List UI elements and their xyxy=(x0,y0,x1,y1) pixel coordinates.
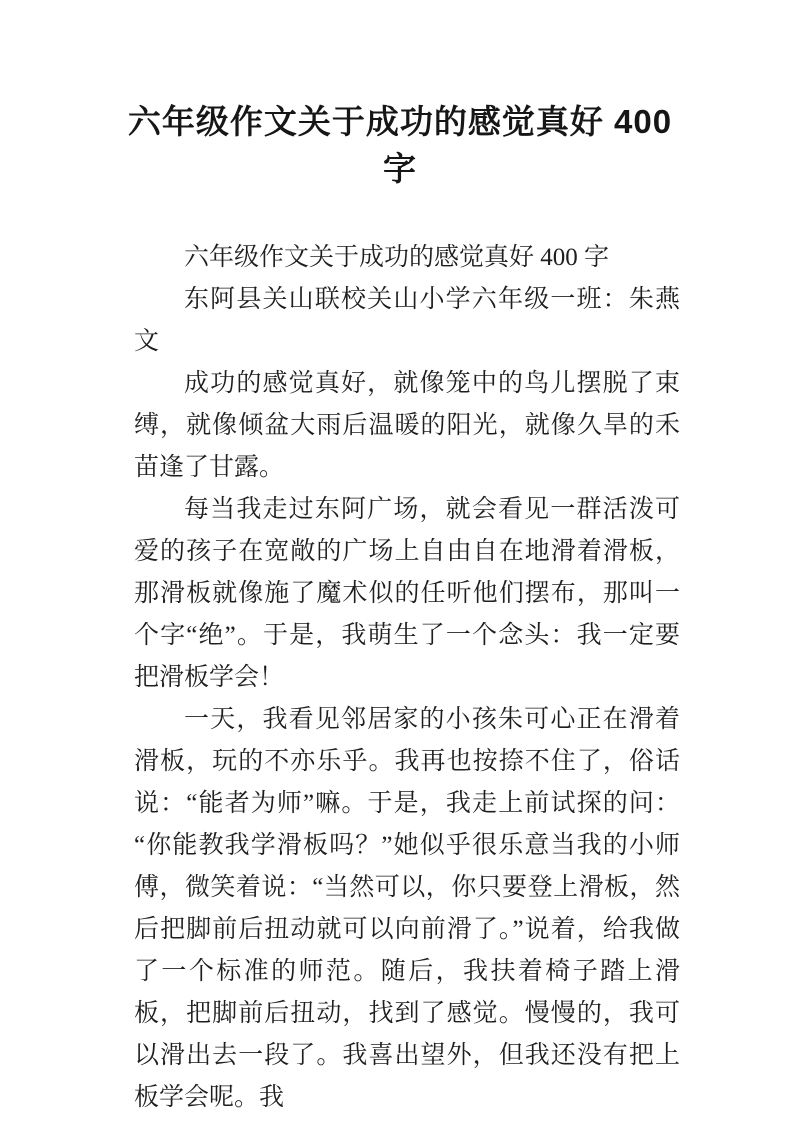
document-title xyxy=(0,0,800,192)
paragraph-byline: 东阿县关山联校关山小学六年级一班：朱燕文 xyxy=(134,286,680,355)
paragraph-title-repeat: 六年级作文关于成功的感觉真好 400 字 xyxy=(184,244,610,271)
paragraph-square-scene: 每当我走过东阿广场，就会看见一群活泼可爱的孩子在宽敞的广场上自由自在地滑着滑板，那滑板就像施了魔术似的任听他们摆布，那叫一个字“绝”。于是，我萌生了一个念头：我一定要把滑板学会！ xyxy=(134,496,680,691)
paragraph-learning-story: 一天，我看见邻居家的小孩朱可心正在滑着滑板，玩的不亦乐乎。我再也按捺不住了，俗话说：“能者为师”嘛。于是，我走上前试探的问：“你能教我学滑板吗？”她似乎很乐意当我的小师傅，微笑着说：“当然可以，你只要登上滑板，然后把脚前后扭动就可以向前滑了。”说着，给我做了一个标准的师范。随后，我扶着椅子踏上滑板，把脚前后扭动，找到了感觉。慢慢的，我可以滑出去一段了。我喜出望外，但我还没有把上板学会呢。我 xyxy=(134,706,680,1111)
document-title-line-2: 字 xyxy=(383,150,417,187)
document-title-line-1: 六年级作文关于成功的感觉真好 400 xyxy=(127,103,673,140)
paragraph-intro: 成功的感觉真好，就像笼中的鸟儿摆脱了束缚，就像倾盆大雨后温暖的阳光，就像久旱的禾苗逢了甘露。 xyxy=(134,370,680,481)
document-body xyxy=(134,237,680,1119)
